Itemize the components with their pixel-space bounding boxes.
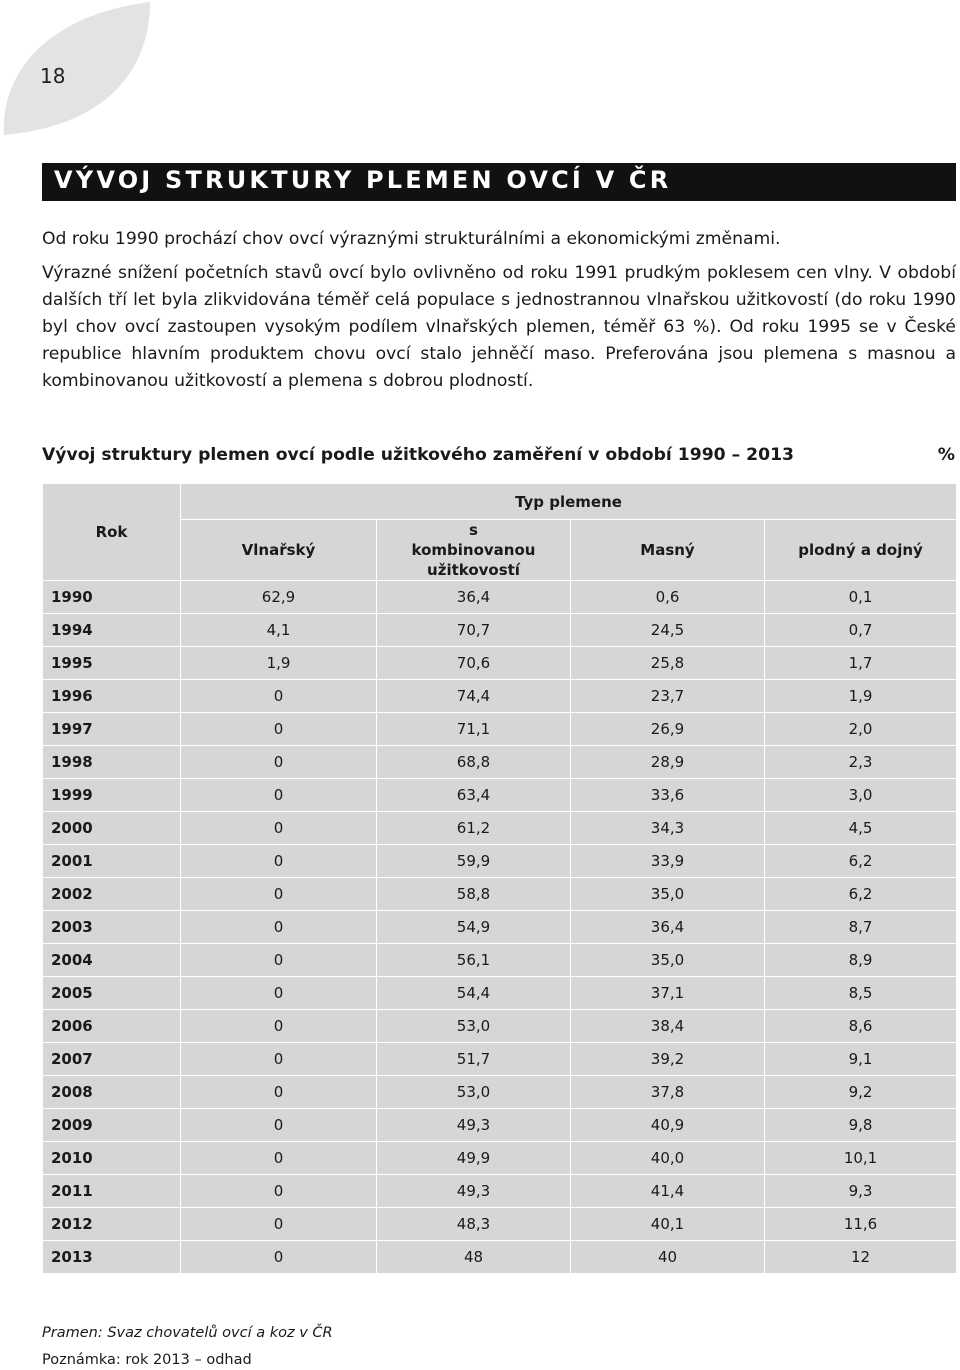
kombinovany-cell: 74,4 xyxy=(377,680,571,713)
year-cell: 2009 xyxy=(43,1109,181,1142)
intro-text: Od roku 1990 prochází chov ovcí výraznými strukturálními a ekonomickými změnami. xyxy=(42,229,781,249)
plodny-dojny-cell: 6,2 xyxy=(765,845,957,878)
masny-cell: 37,1 xyxy=(571,977,765,1010)
table-row xyxy=(43,911,957,944)
masny-cell: 36,4 xyxy=(571,911,765,944)
table-row xyxy=(43,1142,957,1175)
year-cell: 2002 xyxy=(43,878,181,911)
masny-cell: 40 xyxy=(571,1241,765,1274)
header-typ-plemene: Typ plemene xyxy=(181,484,957,520)
plodny-dojny-cell: 2,3 xyxy=(765,746,957,779)
table-body xyxy=(43,581,957,1274)
kombinovany-cell: 63,4 xyxy=(377,779,571,812)
table-row xyxy=(43,1043,957,1076)
table-row xyxy=(43,1076,957,1109)
masny-cell: 37,8 xyxy=(571,1076,765,1109)
kombinovany-cell: 49,3 xyxy=(377,1109,571,1142)
plodny-dojny-cell: 1,7 xyxy=(765,647,957,680)
vlnarsky-cell: 0 xyxy=(181,812,377,845)
kombinovany-cell: 49,3 xyxy=(377,1175,571,1208)
year-cell: 1995 xyxy=(43,647,181,680)
plodny-dojny-cell: 8,7 xyxy=(765,911,957,944)
vlnarsky-cell: 4,1 xyxy=(181,614,377,647)
table-row xyxy=(43,581,957,614)
kombinovany-cell: 54,4 xyxy=(377,977,571,1010)
masny-cell: 24,5 xyxy=(571,614,765,647)
masny-cell: 34,3 xyxy=(571,812,765,845)
vlnarsky-cell: 0 xyxy=(181,1208,377,1241)
table-row xyxy=(43,944,957,977)
vlnarsky-cell: 0 xyxy=(181,977,377,1010)
kombinovany-cell: 53,0 xyxy=(377,1010,571,1043)
body-paragraph: Výrazné snížení početních stavů ovcí bylo ovlivněno od roku 1991 prudkým poklesem cen vlny. V období dalších tří let byla zlikvidována téměř celá populace s jednostrannou vlnařskou užitkovostí (do roku 1990 byl chov ovcí zastoupen vysokým podílem vlnařských plemen, téměř 63 %). Od roku 1995 se v České republice hlavním produktem chovu ovcí stalo jehněčí maso. Preferována jsou plemena s masnou a kombinovanou užitkovostí a plemena s dobrou plodností. xyxy=(42,263,956,391)
masny-cell: 39,2 xyxy=(571,1043,765,1076)
plodny-dojny-cell: 9,8 xyxy=(765,1109,957,1142)
section-title-bar xyxy=(42,163,956,201)
vlnarsky-cell: 0 xyxy=(181,746,377,779)
plodny-dojny-cell: 10,1 xyxy=(765,1142,957,1175)
kombinovany-cell: 48,3 xyxy=(377,1208,571,1241)
masny-cell: 35,0 xyxy=(571,878,765,911)
year-cell: 2003 xyxy=(43,911,181,944)
masny-cell: 38,4 xyxy=(571,1010,765,1043)
table-row xyxy=(43,878,957,911)
kombinovany-cell: 53,0 xyxy=(377,1076,571,1109)
plodny-dojny-cell: 0,7 xyxy=(765,614,957,647)
plodny-dojny-cell: 4,5 xyxy=(765,812,957,845)
plodny-dojny-cell: 12 xyxy=(765,1241,957,1274)
header-masny: Masný xyxy=(571,520,765,581)
vlnarsky-cell: 0 xyxy=(181,1076,377,1109)
table-row xyxy=(43,1208,957,1241)
table-row xyxy=(43,713,957,746)
kombinovany-cell: 36,4 xyxy=(377,581,571,614)
header-vlnarsky: Vlnařský xyxy=(181,520,377,581)
masny-cell: 35,0 xyxy=(571,944,765,977)
vlnarsky-cell: 0 xyxy=(181,713,377,746)
masny-cell: 23,7 xyxy=(571,680,765,713)
vlnarsky-cell: 0 xyxy=(181,878,377,911)
kombinovany-cell: 58,8 xyxy=(377,878,571,911)
year-cell: 2001 xyxy=(43,845,181,878)
year-cell: 1994 xyxy=(43,614,181,647)
plodny-dojny-cell: 8,5 xyxy=(765,977,957,1010)
plodny-dojny-cell: 1,9 xyxy=(765,680,957,713)
leaf-shape-decoration xyxy=(0,0,160,140)
vlnarsky-cell: 0 xyxy=(181,1010,377,1043)
masny-cell: 40,9 xyxy=(571,1109,765,1142)
plodny-dojny-cell: 0,1 xyxy=(765,581,957,614)
year-cell: 1998 xyxy=(43,746,181,779)
table-row xyxy=(43,614,957,647)
source-note: Pramen: Svaz chovatelů ovcí a koz v ČR xyxy=(42,1325,333,1341)
masny-cell: 33,9 xyxy=(571,845,765,878)
plodny-dojny-cell: 9,1 xyxy=(765,1043,957,1076)
vlnarsky-cell: 62,9 xyxy=(181,581,377,614)
year-cell: 1990 xyxy=(43,581,181,614)
header-kombinovany: s kombinovanou užitkovostí xyxy=(377,520,571,581)
year-cell: 1999 xyxy=(43,779,181,812)
kombinovany-cell: 56,1 xyxy=(377,944,571,977)
year-cell: 2006 xyxy=(43,1010,181,1043)
kombinovany-cell: 49,9 xyxy=(377,1142,571,1175)
table-row xyxy=(43,1109,957,1142)
vlnarsky-cell: 0 xyxy=(181,911,377,944)
masny-cell: 0,6 xyxy=(571,581,765,614)
kombinovany-cell: 51,7 xyxy=(377,1043,571,1076)
kombinovany-cell: 68,8 xyxy=(377,746,571,779)
year-cell: 2013 xyxy=(43,1241,181,1274)
table-title: Vývoj struktury plemen ovcí podle užitkového zaměření v období 1990 – 2013 xyxy=(42,445,795,465)
vlnarsky-cell: 0 xyxy=(181,845,377,878)
year-cell: 2011 xyxy=(43,1175,181,1208)
table-row xyxy=(43,845,957,878)
plodny-dojny-cell: 8,9 xyxy=(765,944,957,977)
vlnarsky-cell: 0 xyxy=(181,944,377,977)
year-cell: 2000 xyxy=(43,812,181,845)
kombinovany-cell: 70,6 xyxy=(377,647,571,680)
kombinovany-cell: 70,7 xyxy=(377,614,571,647)
breed-structure-table xyxy=(42,483,957,1274)
year-cell: 2004 xyxy=(43,944,181,977)
year-cell: 2012 xyxy=(43,1208,181,1241)
year-cell: 2007 xyxy=(43,1043,181,1076)
table-row xyxy=(43,977,957,1010)
footnote: Poznámka: rok 2013 – odhad xyxy=(42,1352,252,1368)
kombinovany-cell: 71,1 xyxy=(377,713,571,746)
table-unit: % xyxy=(937,445,955,465)
masny-cell: 40,0 xyxy=(571,1142,765,1175)
table-row xyxy=(43,779,957,812)
vlnarsky-cell: 0 xyxy=(181,1241,377,1274)
plodny-dojny-cell: 9,3 xyxy=(765,1175,957,1208)
kombinovany-cell: 54,9 xyxy=(377,911,571,944)
vlnarsky-cell: 0 xyxy=(181,1109,377,1142)
masny-cell: 28,9 xyxy=(571,746,765,779)
header-plodny-dojny: plodný a dojný xyxy=(765,520,957,581)
kombinovany-cell: 59,9 xyxy=(377,845,571,878)
plodny-dojny-cell: 3,0 xyxy=(765,779,957,812)
table-row xyxy=(43,1241,957,1274)
vlnarsky-cell: 0 xyxy=(181,779,377,812)
masny-cell: 41,4 xyxy=(571,1175,765,1208)
vlnarsky-cell: 0 xyxy=(181,680,377,713)
header-rok: Rok xyxy=(43,484,181,581)
table-row xyxy=(43,680,957,713)
table-row xyxy=(43,746,957,779)
plodny-dojny-cell: 9,2 xyxy=(765,1076,957,1109)
masny-cell: 40,1 xyxy=(571,1208,765,1241)
vlnarsky-cell: 0 xyxy=(181,1175,377,1208)
page-number: 18 xyxy=(40,64,66,88)
table-row xyxy=(43,1175,957,1208)
plodny-dojny-cell: 2,0 xyxy=(765,713,957,746)
plodny-dojny-cell: 8,6 xyxy=(765,1010,957,1043)
section-title: VÝVOJ STRUKTURY PLEMEN OVCÍ V ČR xyxy=(54,166,672,194)
vlnarsky-cell: 0 xyxy=(181,1043,377,1076)
vlnarsky-cell: 1,9 xyxy=(181,647,377,680)
year-cell: 1997 xyxy=(43,713,181,746)
year-cell: 2005 xyxy=(43,977,181,1010)
vlnarsky-cell: 0 xyxy=(181,1142,377,1175)
masny-cell: 33,6 xyxy=(571,779,765,812)
masny-cell: 25,8 xyxy=(571,647,765,680)
plodny-dojny-cell: 11,6 xyxy=(765,1208,957,1241)
year-cell: 2008 xyxy=(43,1076,181,1109)
plodny-dojny-cell: 6,2 xyxy=(765,878,957,911)
table-row xyxy=(43,1010,957,1043)
table-row xyxy=(43,812,957,845)
year-cell: 1996 xyxy=(43,680,181,713)
kombinovany-cell: 48 xyxy=(377,1241,571,1274)
table-row xyxy=(43,647,957,680)
masny-cell: 26,9 xyxy=(571,713,765,746)
kombinovany-cell: 61,2 xyxy=(377,812,571,845)
year-cell: 2010 xyxy=(43,1142,181,1175)
